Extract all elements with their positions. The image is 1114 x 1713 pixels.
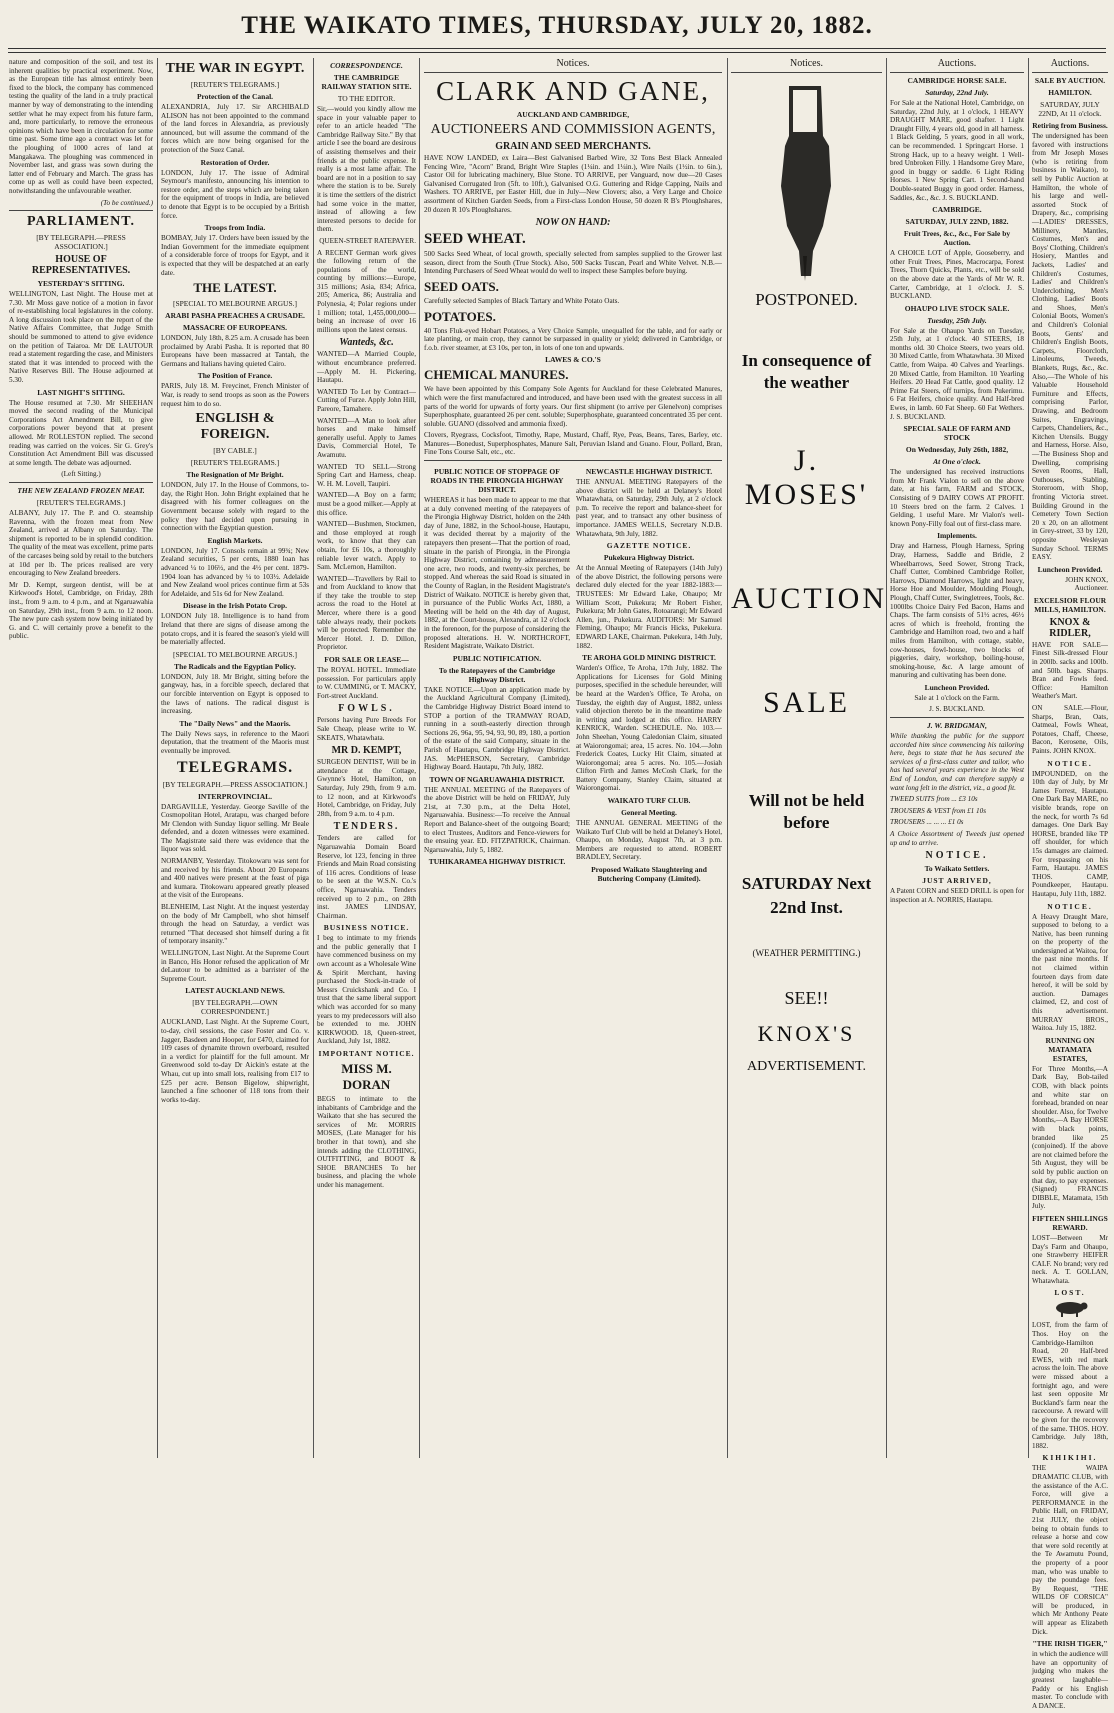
- auction-text: For Sale at the Ohaupo Yards on Tuesday, 25th July, at 1 o'clock. 40 STEERS, 18 months old. 30 Choice Steers, two years old. 30 Mixed Cattle, from Whatawhata. 30 Mixed Cattle, from Waipa. 40 Calves and Yearlings. 20 Mixed Cattle, from Hamilton. 10 Yearling Heifers. 20 Head Fat Cattle, good quality. 12 Prime Fat Steers, off turnips, from Pukerimu. 6 Fat Heifers, choice quality. And Half-bred Ewes, in lamb. 60 Fat Sheep. 60 Fat Wethers. J. S. BUCKLAND.: [890, 326, 1024, 421]
- classified-ad: WANTED—Travellers by Rail to and from Auckland to know that if they take the trouble to step across the road to the Hotel at Mercer, where there is a good table always ready, their pockets will be protected. Remember the Mercer Hotel. J. D. Dillon, Proprietor.: [317, 574, 416, 652]
- column-4: [424, 58, 722, 885]
- column-divider: [727, 58, 728, 1458]
- subsection-heading: Restoration of Order.: [200, 157, 270, 167]
- notice-heading: WAIKATO TURF CLUB.: [607, 796, 691, 806]
- article-text: LONDON, July 17. Consols remain at 99¾; New Zealand securities, 5 per cents, 1880 loan has advanced ¼ to 106½, and the 4½ per cent. 1879-1904 loan has advanced by ¼ to 103½. Adelaide and New Zealand wool prices continue firm at 53s for Adelaide, and 51s 6d for New Zealand.: [161, 546, 309, 598]
- divider: [1032, 72, 1108, 73]
- ad-text: HAVE NOW LANDED, ex Laira—Best Galvanised Barbed Wire, 32 Tons Best Black Annealed Fencing Wire, "Acorn" Brand, Bright Wire Staples (1¼in. and 1¼in.), Wire Nails (1½in. to 6in.), Castor Oil for lubricating machinery, Blue Stone. TO ARRIVE, per Vanguard, now due—20 Cases Galvanised Corrugated Iron (5ft. to 10ft.), Galvanised O.G. Guttering and Ridge Capping, Nails and Washers. TO ARRIVE, per Easter Hill, due in July—New Clovers; also, a Very Large and Choice assortment of Kitchen Garden Seeds, from a First-class London House, 50 dozen R B's Ploughshares, 20 dozen R 10's Ploughshares.: [424, 154, 722, 214]
- sale-word: SALE: [763, 686, 850, 719]
- column-divider: [157, 58, 158, 1458]
- article-text: BLENHEIM, Last Night. At the inquest yesterday on the body of Mr Campbell, who shot himself through the head on Saturday, a verdict was returned "That deceased shot himself during a fit of temporary insanity.": [161, 903, 309, 946]
- article-text: LONDON July 18. Intelligence is to hand from Ireland that there are signs of disease among the potato crops, and it is feared the season's yield will be materially affected.: [161, 612, 309, 647]
- section-label: Auctions.: [937, 58, 977, 69]
- notice-subheading: Pukekura Highway District.: [603, 553, 695, 563]
- notice-text: THE ANNUAL MEETING of the Ratepayers of the above District will be held on FRIDAY, July 21st, at 7.30 p.m., at the Delta Hotel, Ngaruawahia. Business:—To receive the Annual Report and Balance-sheet of the outgoing Board; to elect Trustees, Auditors and Fence-viewers for the ensuing year. ED. FITZPATRICK, Chairman. Ngaruawahia, July 5, 1882.: [424, 785, 570, 854]
- ad-text: 40 Tons Fluk-eyed Hobart Potatoes, a Very Choice Sample, unequalled for the table, and for early or late planting, or main crop, they cannot be surpassed in quality or yield; delivered in Cambridge, or f.o.b. river steamer, at £3 10s, per ton, in lots of one ton and upwards.: [424, 326, 722, 352]
- notice-text: LOST, from the farm of Thos. Hoy on the Cambridge-Hamilton Road, 20 Half-bred EWES, with red mark across the loin. The above were missed about a fortnight ago, and were last seen opposite Mr Buckland's farm near the racecourse. A reward will be given for the recovery of the same. THOS. HOY. Cambridge. July 18th, 1882.: [1032, 1321, 1108, 1450]
- postponed-text: POSTPONED.: [755, 290, 858, 309]
- column-divider: [313, 58, 314, 1458]
- notice-heading: TOWN OF NGARUAWAHIA DISTRICT.: [429, 774, 565, 784]
- subsection-heading: LATEST AUCKLAND NEWS.: [185, 986, 285, 996]
- letter-address: TO THE EDITOR.: [337, 94, 396, 103]
- classified-ad: WANTED—A Boy on a farm; must be a good milker.—Apply at this office.: [317, 491, 416, 517]
- article-text: LONDON, July 17. In the House of Commons, to-day, the Right Hon. John Bright explained that he disagreed with his former colleagues on the Government because solely with regard to the policy they had decided upon pursuing in connection with the Egyptian question.: [161, 481, 309, 533]
- notice-subheading: General Meeting.: [621, 808, 677, 818]
- article-text: NORMANBY, Yesterday. Titokowaru was sent for and received by his friends. About 20 Europeans and 400 natives were present at the feast of piga and kumara. Titokowaru appeared greatly pleased at the visit of the Europeans.: [161, 857, 309, 900]
- column-5-poster: [731, 58, 887, 1075]
- subsection-heading: LAST NIGHT'S SITTING.: [37, 387, 125, 397]
- notice-text: LOST—Between Mr Day's Farm and Ohaupo, one Strawberry HEIFER CALF. No brand; very red neck. A. T. GOLLAN, Whatawhata.: [1032, 1233, 1108, 1285]
- subsection-heading: THE CAMBRIDGE RAILWAY STATION SITE.: [321, 73, 412, 91]
- ad-text: The ROYAL HOTEL. Immediate possession. For particulars apply to W. CUMMING, or T. MACKY, Fort-street Auckland.: [317, 666, 416, 700]
- notice-heading: TE AROHA GOLD MINING DISTRICT.: [582, 653, 716, 663]
- ad-text: A Patent CORN and SEED DRILL is open for inspection at A. NORRIS, Hautapu.: [890, 887, 1024, 904]
- pointing-hand-icon: [731, 76, 882, 286]
- wire-credit: [REUTER'S TELEGRAMS.]: [36, 497, 126, 507]
- notice-heading: GAZETTE NOTICE.: [606, 541, 692, 551]
- article-text: AUCKLAND, Last Night. At the Supreme Court, to-day, civil sessions, the case Foster and Co. v. Jagger, Basdeen and Hooper, for £470, claimed for 109 cases of dynamite thrown overboard, resulted in a verdict for plaintiff for the full amount. Mr Greenwood sold to-day Dr Aickin's estate at the Whau, cut up into small lots, realising from £17 to £25 per acre. Benson Bigelow, shipwright, launched a fine schooner of 118 tons from their works to-day.: [161, 1018, 309, 1104]
- subsection-heading: Troops from India.: [204, 223, 266, 233]
- weather-permitting: (WEATHER PERMITTING.): [752, 948, 861, 958]
- ad-text: A Choice Assortment of Tweeds just opened up and to arrive.: [890, 830, 1024, 847]
- ad-text: We have been appointed by this Company Sole Agents for Auckland for these Celebrated Manures, which were the first manufactured and introduced, and have been used with the greatest success in all parts of the world for upwards of forty years. Our first shipment (to arrive per Glenelvon) comprises Superphosphate, guaranteed 26 per cent. soluble; Superphosphate, guaranteed concentrated 35 per cent. soluble. GUANO (dissolved and ammonia fixed).: [424, 385, 722, 428]
- column-2: [161, 58, 309, 1107]
- notice-text: THE WAIPA DRAMATIC CLUB, with the assistance of the A.C. Force, will give a PERFORMANCE in the Public Hall, on FRIDAY, 21st JULY, the object being to obtain funds to release a horse and cow that were sold recently at the Te Awamutu Pound, the property of a poor man, who was unable to pay the poundage fees. By Request, "THE WILDS OF CORSICA" will be produced, in which Mr Anthony Peate will appear as Elizabeth Dick.: [1032, 1464, 1108, 1636]
- divider: [890, 72, 1024, 73]
- ad-heading: NOTICE.: [1047, 758, 1093, 768]
- wire-credit: [BY CABLE.]: [213, 446, 257, 456]
- auction-date: SATURDAY, JULY 22ND, At 11 o'clock.: [1038, 100, 1102, 118]
- wire-credit: [SPECIAL TO MELBOURNE ARGUS.]: [172, 299, 298, 309]
- moses-name: J. MOSES': [744, 444, 869, 511]
- subsection-heading: HOUSE OF REPRESENTATIVES.: [31, 254, 131, 277]
- ad-heading: RUNNING ON MATAMATA ESTATES,: [1045, 1035, 1095, 1063]
- ad-heading: FIFTEEN SHILLINGS REWARD.: [1032, 1213, 1108, 1232]
- auction-heading: Retiring from Business.: [1032, 121, 1108, 130]
- ad-text: SURGEON DENTIST, Will be in attendance at the Cottage, Gwynne's Hotel, Hamilton, on Saturday, July 29th, from 9 a.m. to 12 noon, and at Kirkwood's Hotel, Cambridge, on Friday, July 28th, from 9 a.m. to 4 p.m.: [317, 758, 416, 818]
- article-text: A RECENT German work gives the following return of the populations of the world, counting by millions:—Europe, 315 millions; Asia, 834; Africa, 205; America, 86; Australia and Polynesia, 4; Polar regions under 1 million; total, 1,455,000,000—being an increase of over 16 millions upon the latest census.: [317, 248, 416, 334]
- luncheon-note: Luncheon Provided.: [1037, 564, 1103, 574]
- notice-subheading: To the Ratepayers of the Cambridge Highway District.: [438, 665, 556, 684]
- notices-right: [576, 464, 722, 885]
- auctioneer-name: JOHN KNOX, Auctioneer.: [1065, 575, 1108, 593]
- article-text: The Daily News says, in reference to the Maori deputation, that the treatment of the Maoris must eventually be improved.: [161, 729, 309, 755]
- subsection-heading: Disease in the Irish Potato Crop.: [182, 601, 288, 611]
- subsection-heading: INTERPROVINCIAL.: [198, 791, 272, 801]
- divider: [9, 210, 153, 211]
- section-heading: ENGLISH & FOREIGN.: [195, 411, 275, 443]
- article-text: LONDON, July 18th, 8.25 a.m. A crusade has been proclaimed by Arabi Pasha. It is reported that 80 Europeans have been massacred at Tantah, the Germans and Italians having quieted Cairo.: [161, 334, 309, 368]
- section-label: Notices.: [556, 58, 590, 69]
- ad-heading: NOW ON HAND:: [535, 217, 611, 229]
- subsection-heading: The Radicals and the Egyptian Policy.: [174, 661, 296, 671]
- auction-text: A CHOICE LOT of Apple, Gooseberry, and other Fruit Trees, Pines, Macrocarpa, Forest Trees, Thorn Quicks, Plants, etc., will be sold on the above date at the Yards of Mr W. R. Carter, Cambridge, at 1 o'clock. J. S. BUCKLAND.: [890, 249, 1024, 301]
- notice-text: THE ANNUAL MEETING Ratepayers of the above district will be held at Delaney's Hotel Whatawhata, on Saturday, 29th July, at 2 o'clock p.m. To receive the report and balance-sheet for past year, and to transact any other business of importance. JAMES WELLS, Secretary N.D.B. Whatawhata, 9th July, 1882.: [576, 478, 722, 538]
- section-heading: PARLIAMENT.: [26, 214, 136, 230]
- masthead: THE WAIKATO TIMES, THURSDAY, JULY 20, 1882.: [241, 12, 873, 39]
- notice-text: Warden's Office, Te Aroha, 17th July, 1882. The Applications for Licenses for Gold Mining purposes, specified in the schedule hereunder, will be heard at the Warden's Office, Te Aroha, on Tuesday, the eighth day of August, 1882, unless valid objection thereto be in the meantime made in writing and lodged at this office. HARRY KENRICK, Warden. SCHEDULE. No. 103.—John Sheehan, Young Caledonian Claim, situated at Waiorongomai; area, 15 acres. No. 104.—John Frederick Coates, Lucky Hit Claim, situated at Waiorongomai; area 5 acres. No. 105.—Josiah Clifton Firth and James McCosh Clark, for the Battery Company, Stanley Claim, situated at Waiorongomai.: [576, 664, 722, 793]
- notice-text: A Heavy Draught Mare, supposed to belong to a Native, has been running on the property of the undersigned at Waitoa, for the past nine months. If not claimed within fourteen days from date hereof, it will be sold by auction. Damages claimed, £2, and cost of this advertisement. MURRAY BROS., Waitoa. July 15, 1882.: [1032, 912, 1108, 1033]
- divider: [731, 72, 882, 73]
- auction-text: The undersigned has received instructions from Mr Frank Vialon to sell on the above date, at his farm, FARM and STOCK, Consisting of 9 DAIRY COWS AT PROFIT. 10 Steers bred on the farm. 2 Calves. 1 Gelding, 1 useful Mare. Mr Vialon's well-known Pony-Filly foal out of first-class mare.: [890, 468, 1024, 528]
- notice-text: IMPOUNDED, on the 10th day of July, by Mr James Forrest, Hautapu. One Dark Bay MARE, no visible brands, rope on the neck, for worth 7s 6d damages. One Dark Bay HORSE, branded like TP off shoulder, for which 15s damages are claimed. For trespassing on his Farm, Hautapu. JAMES THOS. CAMP, Poundkeeper, Hautapu. Hautapu, July 11th, 1882.: [1032, 769, 1108, 898]
- auction-heading: SALE BY AUCTION.: [1034, 76, 1106, 85]
- classified-ad: WANTED TO SELL—Strong Spring Cart and Harness, cheap. W. H. M. Lovell, Taupiri.: [317, 462, 416, 488]
- auction-heading: CAMBRIDGE HORSE SALE.: [907, 76, 1007, 85]
- auction-word: AUCTION: [731, 582, 887, 615]
- notice-text: TAKE NOTICE.—Upon an application made by the Auckland Agricultural Company (Limited), the Cambridge Highway District Board intend to STOP a portion of the TRAMWAY ROAD, running in a south-easterly direction through Sections 26, 96a, 95, 94, 93, 90, 89, 180, a portion of the estate of the said Company, situate in the Parish of Hautapu, Cambridge Highway District. JAS. McPHERSON, Secretary, Cambridge Highway Board. Hautapu, 7th July, 1882.: [424, 685, 570, 772]
- article-text: WELLINGTON, Last Night. At the Supreme Court in Banco, His Honor refused the application of Mr deLautour to be admitted as a barrister of the Supreme Court.: [161, 949, 309, 983]
- ad-heading: CHEMICAL MANURES.: [424, 367, 569, 383]
- not-held-text: Will not be held before: [748, 791, 865, 832]
- wire-credit: [BY TELEGRAPH.—PRESS ASSOCIATION.]: [162, 779, 308, 789]
- auction-date: Tuesday, 25th July.: [927, 315, 987, 325]
- auction-heading: HAMILTON.: [1048, 88, 1092, 97]
- section-heading: THE LATEST.: [193, 280, 277, 296]
- ad-text: HAVE FOR SALE—Finest Silk-dressed Flour in 200lb. sacks and 100lb. and 50lb. bags. Sharps. Bran and Fowls feed. Office: Hamilton Weather's Mart.: [1032, 640, 1108, 701]
- auction-subheading: Implements.: [937, 531, 977, 541]
- letter-text: Sir,—would you kindly allow me space in your valuable paper to refer to an article headed "The Cambridge Railway Site." By that article I see the board are desirous of assisting themselves and their friends at the public expense. It really is a most lame affair. The board are not in a position to say where the station is to be. Surely it is time the settlers of the district had some voice in the matter, instead of allowing a few interested persons to decide for them.: [317, 105, 416, 234]
- ad-heading: NOTICE.: [1047, 901, 1093, 911]
- notice-text: THE ANNUAL GENERAL MEETING of the Waikato Turf Club will be held at Delaney's Hotel, Ohaupo, on Monday, August 7th, at 3 p.m. Members are requested to attend. ROBERT BRADLEY, Secretary.: [576, 819, 722, 862]
- sheep-icon: [1032, 1299, 1108, 1321]
- notices-two-column: [424, 464, 722, 885]
- column-3: [317, 58, 416, 1193]
- article-text: PARIS, July 18. M. Freycinet, French Minister of War, is ready to send troops as soon as the Powers request him to do so.: [161, 382, 309, 408]
- subsection-heading: The "Daily News" and the Maoris.: [179, 718, 291, 728]
- clark-gane-heading: CLARK AND GANE,: [436, 76, 710, 106]
- masthead-rule: [8, 48, 1106, 49]
- article-text: ALEXANDRIA, July 17. Sir ARCHIBALD ALISON has not been appointed to the command of the land forces in Alexandria, as previously announced, but will assume the command of the forces which are now being organised for the protection of the Suez Canal.: [161, 103, 309, 154]
- section-label: Auctions.: [1050, 58, 1090, 69]
- subsection-heading: The Resignation of Mr Bright.: [186, 470, 284, 480]
- masthead-rule-lower: [8, 52, 1106, 53]
- divider: [424, 72, 722, 73]
- ad-text: Carefully selected Samples of Black Tartary and White Potato Oats.: [424, 296, 620, 305]
- auction-text: Dray and Harness, Plough Harness, Spring Dray, Harness, Saddle and Bridle, 2 Wheelbarrows, Seed Sower, Strong Track, Chaff Cutter, Combined Cambridge Roller, Harrows, Diamond Harrows, light and heavy, Horse Hoe and Moulder, Moulding Plough, Plough, Chaff Cutter, Swingletrees, Tools, &c. 1000lbs Choice Dairy Fed Bacon, Hams and Chaps. The farm consists of 51½ acres, 46½ acres of which is freehold, fronting the Cambridge and Hamilton road, two and a half miles from Hamilton, with cottage, stable, cow-houses, fowl-house, two blocks of piggeries, dairy, workshop, boiling-house, smoking-house, &c. A large amount of manuring and cultivating has been done.: [890, 542, 1024, 680]
- ad-text: ON SALE.—Flour, Sharps, Bran, Oats, Oatmeal, Fowls Wheat, Potatoes, Chaff, Cheese, Bacon, Kerosene, Oils, Paints. JOHN KNOX.: [1032, 704, 1108, 755]
- column-6: [890, 58, 1024, 907]
- luncheon-note: Luncheon Provided.: [924, 682, 990, 692]
- ad-heading: NOTICE.: [925, 850, 989, 862]
- notice-heading: PUBLIC NOTIFICATION.: [452, 653, 542, 663]
- ad-subheading: AUCKLAND AND CAMBRIDGE,: [516, 110, 630, 119]
- section-label: Notices.: [789, 58, 824, 69]
- ad-heading: FOWLS.: [338, 703, 395, 715]
- auction-text: The undersigned has been favored with instructions from Mr Joseph Moses (who is retiring from business in Waikato), to sell by Public Auction at Hamilton, the whole of his large and well-assorted Stock of Drapery, &c., comprising—LADIES' DRESSES, Millinery, Mantles, Costumes, Men's and Boys' Clothing, Children's Hosiery, Mantles and Jackets, Ladies' and Children's Costumes, Ladies' and Children's Underclothing, Men's Clothing, Ladies' Boots and Shoes, Men's Colonial Boots, Women's and Children's Colonial Boots, Gents' and Children's English Boots, Carpets, Floorcloth, Linoleums, Tweeds, Blankets, Rugs, &c., &c. Also,—The Whole of his Valuable Household Furniture and Effects, comprising Parlor, Drawing, and Bedroom Suites, Engravings, Carpets, Chandeliers, &c., Kitchen Utensils. Buggy and Harness, Horse. Also,—The Business Shop and Dwelling, comprising Seven Rooms, Hall, Outhouses, Stabling, Storeroom, with Shop, fronting Victoria street. Building Ground in the Cemetery Town Section 20 x 20, on an allotment in Grey-street, 33 by 120, opposite Wesleyan Sunday School. TERMS EASY.: [1032, 132, 1108, 562]
- article-text: DARGAVILLE, Yesterday. George Saville of the Cosmopolitan Hotel, Aratapu, was charged before Mr Clendon with Sunday liquor selling. Mr Beale defended, and a dozen witnesses were examined. The Magistrate said there was evidence that the liquor was sold.: [161, 802, 309, 854]
- ad-heading: MISS M. DORAN: [341, 1061, 392, 1092]
- ad-heading: POTATOES.: [424, 308, 496, 324]
- notice-heading: Proposed Waikato Slaughtering and Butchering Company (Limited).: [591, 865, 707, 884]
- article-text: LONDON, July 17. The issue of Admiral Seymour's manifesto, announcing his intention to restore order, and the steps which are being taken for the equipment of troops in India, are believed to denote that Egypt is to be occupied by a British force.: [161, 168, 309, 220]
- divider: [9, 482, 153, 483]
- wire-credit: [BY TELEGRAPH.—OWN CORRESPONDENT.]: [192, 998, 278, 1017]
- ad-heading: BUSINESS NOTICE.: [323, 923, 410, 933]
- section-heading: THE WAR IN EGYPT.: [165, 61, 305, 76]
- see-text: SEE!!: [784, 988, 829, 1008]
- auction-heading: SPECIAL SALE OF FARM AND STOCK: [903, 424, 1011, 443]
- auction-heading: Fruit Trees, &c., &c., For Sale by Auction.: [903, 229, 1011, 248]
- price-line: TWEED SUITS from ... £3 10s: [890, 795, 978, 804]
- section-heading: THE NEW ZEALAND FROZEN MEAT.: [17, 485, 145, 495]
- subsection-heading: English Markets.: [207, 535, 263, 545]
- notice-text: For Three Months,—A Dark Bay, Bob-tailed COB, with black points and white star on forehead, branded on near shoulder. Also, for Twelve Months,—A Bay HORSE with black points, branded like 25 (conjoined). If the above are not claimed before the 5th August, they will be sold by public auction on that day, to pay expenses. (Signed) FRANCIS DIBBLE, Matamata, 15th July.: [1032, 1064, 1108, 1211]
- ad-heading: AUCTIONEERS AND COMMISSION AGENTS,: [430, 122, 716, 137]
- classified-ad: WANTED—A Man to look after horses and make himself generally useful. Apply to James Davis, Commercial Hotel, Te Awamutu.: [317, 416, 416, 459]
- ad-heading: SEED OATS.: [424, 278, 499, 294]
- article-text: ALBANY, July 17. The P. and O. steamship Ravenna, with the frozen meat from New Zealand, arrived at Albany on Saturday. The shipment is reported to be in splendid condition. The quality of the meat was excellent, prime parts of the carcases being sold by retail to the butchers at 10d per lb. The prices realised are very encouraging to New Zealand breeders.: [9, 508, 153, 578]
- ad-subheading: To Waikato Settlers.: [924, 864, 990, 874]
- divider: [890, 717, 1024, 718]
- column-divider: [1028, 58, 1029, 1458]
- ad-subheading: JUST ARRIVED,: [922, 876, 992, 886]
- ad-heading: SEED WHEAT.: [424, 231, 526, 248]
- ad-text: Clovers, Ryegrass, Cocksfoot, Timothy, Rape, Mustard, Chaff, Rye, Peas, Beans, Tares, Barley, etc. Manures—Bonedust, Superphosphates, Manure Salt, Peruvian Island and Guano. Flour, Pollard, Bran, Fine Tons Course Salt, etc., etc.: [424, 431, 722, 457]
- ad-heading: EXCELSIOR FLOUR MILLS, HAMILTON.: [1033, 595, 1107, 614]
- ad-text: I beg to intimate to my friends and the public generally that I have commenced business on my own account as a Wholesale Wine & Spirit Merchant, having purchased the Stock-in-trade of Messrs Cruickshank and Co. I trust that the same liberal support which was accorded for so many years to my predecessors will also be extended to me. JOHN KIRKWOOD. 18, Queen-street, Auckland, July 1st, 1882.: [317, 934, 416, 1046]
- notice-text: WHEREAS it has been made to appear to me that at a duly convened meeting of the ratepayers of the Pirongia Highway District, holden on the 24th day of June, 1882, in the School-house, Hautapu, it was decided thereat by a majority of the ratepayers then present—That the portion of road, situate in the parish of Pirongia, in the Pirongia Highway District, containing by admeasurement one acre, two roods, and twenty-six perches, be stopped. And whereas the said Road is situated in the County of Raglan, in the Resident Magistrate's District of Waikato. NOTICE is hereby given that, in pursuance of the Public Works Act, 1880, a Meeting will be held on the 4th day of August, 1882, at the Court-house, Alexandra, at 12 o'clock in the forenoon, for the purpose of considering the proposed alterations. H. W. NORTHCROFT, Resident Magistrate, Waikato District.: [424, 496, 570, 651]
- notice-text: At the Annual Meeting of Ratepayers (14th July) of the above District, the following persons were declared duly elected for the year 1882-1883:—TRUSTEES: Mr Edward Lake, Ohaupo; Mr William Scott, Pukekura; Mr Robert Fisher, Pukekura; Mr John Gates, Rotoarangi; Mr Edward Allen, jun., Pukekura. AUDITORS: Mr Samuel Fleming, Ohaupo; Mr Francis Hicks, Pukekura. EDWARD LAKE, Chairman. Pukekura, 14th July, 1882.: [576, 564, 722, 650]
- ad-text: 500 Sacks Seed Wheat, of local growth, specially selected from samples supplied to the Grower last season, direct from the South (True Stock). Also, 500 Sacks Tuscan, Pearl and White Velvet. N.B.—Intending Purchasers of Seed Wheat would do well to inspect these Samples before buying.: [424, 250, 722, 276]
- ad-text: Tenders are called for Ngaruawahia Domain Board Reserve, lot 123, fencing in three Friends and Main Road consisting of 116 acres. Conditions of lease to be seen at the W.S.N. Co.'s office, Ngaruawahia. Tenders received up to 2 p.m., on 28th inst. JAMES LINDSAY, Chairman.: [317, 834, 416, 920]
- article-note: (Left Sitting.): [61, 470, 101, 479]
- article-text: WELLINGTON, Last Night. The House met at 7.30. Mr Moss gave notice of a motion in favor of re-establishing local legislatures in the colony. A long discussion took place on the report of the Native Affairs Committee, that Judge Smith should be summoned to attend to give evidence on the petition of Taiaroa. Mr DE LAUTOUR read a statement regarding the case, and Ministers stated that it was intended to proceed with the Native Reserves Bill. The House adjourned at 5.30.: [9, 290, 153, 385]
- subsection-heading: ARABI PASHA PREACHES A CRUSADE.: [165, 311, 305, 321]
- article-text: BOMBAY, July 17. Orders have been issued by the Indian Government for the immediate equipment of a considerable force of troops for Egypt, and it is expected that they will be despatched at an early date.: [161, 234, 309, 277]
- subsection-heading: MASSACRE OF EUROPEANS.: [182, 323, 288, 333]
- subsection-heading: YESTERDAY'S SITTING.: [37, 279, 125, 289]
- article-text: The House resumed at 7.30. Mr SHEEHAN moved the second reading of the Municipal Corporations Act Amendment Bill, to give corporations power beyond that at present allowed. Mr ROLLESTON replied. The second reading was carried on the voices. Sir G. Grey's Constitution Act Amendment Bill was discussed at some length. The debate was adjourned.: [9, 398, 153, 467]
- notice-heading: NEWCASTLE HIGHWAY DISTRICT.: [585, 467, 713, 477]
- article-text: nature and composition of the soil, and test its inherent qualities by practical experiment. Now, as the European title has almost entirely been fixed to the block, the company has commenced testing the quality of the land in a truly practical manner by way of demonstrating to the intending settler what he may expect from his future farm, and, more particularly, to remove the erroneous opinions which have been in circulation for some time past. Some time ago a contract was let for the ploughing of 1000 acres of land at Mangakawa. The ploughing was commenced in November last, and grass was sown during the latter end of February and March. The grass has come up as well as could have been expected, notwithstanding the unfavourable weather.: [9, 58, 153, 195]
- advertisement-word: ADVERTISEMENT.: [746, 1059, 867, 1074]
- price-line: TROUSERS ... ... ... £1 0s: [890, 818, 964, 827]
- classified-ad: WANTED To Let by Contract—Cutting of Furze. Apply John Hill, Pareore, Tamahere.: [317, 387, 416, 413]
- divider: [424, 460, 722, 461]
- auction-date: On Wednesday, July 26th, 1882,: [905, 445, 1009, 455]
- column-7: [1032, 58, 1108, 1713]
- ad-text: BEGS to intimate to the inhabitants of Cambridge and the Waikato that she has secured the services of Mr. MORRIS MOSES, (Late Manager for his brother in that town), and she intends adding the CLOTHING, OUTFITTING, and BOOT & SHOE BRANCHES To her business, and placing the whole under his management.: [317, 1095, 416, 1189]
- wire-credit: [REUTER'S TELEGRAMS.]: [190, 458, 280, 468]
- ad-heading: LOST.: [1054, 1288, 1086, 1298]
- knox-name: KNOX'S: [757, 1021, 856, 1046]
- section-heading: TELEGRAMS.: [176, 758, 294, 776]
- column-divider: [886, 58, 887, 1458]
- ad-heading: KNOX & RIDLER,: [1049, 616, 1091, 639]
- section-heading: Wanteds, &c.: [339, 337, 394, 349]
- auction-text: For Sale at the National Hotel, Cambridge, on Saturday, 22nd July, at 1 o'clock, 1 HEAVY DRAUGHT MARE, good shafter. 1 Light Draught Filly, 4 years old, good in all harness. 1 Black Gelding, 5 years, good in all work, can be recommended. 1 Springcart Horse. 1 Strong Hack, up to a heavy weight. 1 Well-bred Unbroken Filly. 1 Handsome Grey Mare, good in buggy or saddle. 6 Light Riding Horses. 1 New Spring Cart. 1 Second-hand Double-seated Buggy in good order. Harness, Saddles, &c., &c. J. S. BUCKLAND.: [890, 99, 1024, 202]
- ad-heading: TENDERS.: [333, 821, 400, 833]
- ad-heading: MR D. KEMPT,: [331, 745, 402, 757]
- column-divider: [419, 58, 420, 1458]
- notice-heading: PUBLIC NOTICE OF STOPPAGE OF ROADS IN THE PIRONGIA HIGHWAY DISTRICT.: [430, 467, 564, 495]
- ad-subheading: LAWES & CO.'S: [545, 355, 601, 365]
- price-line: TROUSERS & VEST from £1 10s: [890, 806, 987, 815]
- subsection-heading: The Position of France.: [197, 371, 273, 381]
- date-text: 22nd Inst.: [770, 898, 843, 917]
- article-text: Mr D. Kempt, surgeon dentist, will be at Kirkwood's Hotel, Cambridge, on Friday, 28th inst., from 9 a.m. to 4 p.m., and at Ngaruawahia on Saturday, 29th inst., from 9 a.m. to 12 noon. The new pure cash system now being initiated by G. and C. will certainly prove a benefit to the public.: [9, 580, 153, 641]
- ad-heading: KIHIKIHI.: [1042, 1453, 1098, 1463]
- notice-heading: TUHIKARAMEA HIGHWAY DISTRICT.: [428, 857, 566, 867]
- notice-text: in which the audience will have an opportunity of judging who makes the greatest laughable—Paddy or his English master. To conclude with A DANCE.: [1032, 1650, 1108, 1710]
- letter-signature: QUEEN-STREET RATEPAYER.: [319, 236, 416, 245]
- auction-heading: CAMBRIDGE.: [932, 205, 982, 215]
- ad-heading: J. W. BRIDGMAN,: [927, 721, 987, 731]
- notices-left: [424, 464, 570, 885]
- wire-credit: [BY TELEGRAPH.—PRESS ASSOCIATION.]: [36, 233, 126, 252]
- classified-ad: WANTED—A Married Couple, without encumbrance preferred.—Apply M. H. Pickering, Hautapu.: [317, 350, 416, 385]
- wire-credit: [REUTER'S TELEGRAMS.]: [190, 80, 280, 89]
- article-text: LONDON, July 18. Mr Bright, sitting before the gangway, has, in a forcible speech, declared that our forcible intervention on Egypt is opposed to the laws of nations. The radical disgust is increasing.: [161, 672, 309, 716]
- auction-date: Saturday, 22nd July.: [925, 88, 989, 97]
- auction-heading: OHAUPO LIVE STOCK SALE.: [904, 303, 1010, 313]
- classified-ad: WANTED—Bushmen, Stockmen, and those employed at rough work, to know that they can obtain, for £6 10s, a thoroughly reliable lever watch. Apply to Sam. McLernon, Hamilton.: [317, 520, 416, 572]
- column-1: [9, 58, 153, 644]
- ad-heading: GRAIN AND SEED MERCHANTS.: [495, 141, 651, 152]
- saturday-next: SATURDAY Next: [741, 874, 872, 893]
- auction-time: At One o'clock.: [933, 457, 981, 467]
- ad-heading: IMPORTANT NOTICE.: [318, 1049, 415, 1058]
- ad-heading: FOR SALE OR LEASE—: [324, 655, 409, 665]
- ad-heading: "THE IRISH TIGER,": [1032, 1639, 1108, 1649]
- ad-text: While thanking the public for the support accorded him since commencing his tailoring here, begs to state that he has secured the services of a first-class cutter and tailor, who has had several years experience in the West End of London, and can therefore supply a want long felt in the district, viz., a good fit.: [890, 732, 1024, 792]
- auctioneer-name: J. S. BUCKLAND.: [929, 705, 985, 714]
- subsection-heading: Protection of the Canal.: [196, 92, 274, 101]
- weather-text: In consequence of the weather: [741, 351, 872, 392]
- section-heading: CORRESPONDENCE.: [330, 61, 403, 70]
- wire-credit: [SPECIAL TO MELBOURNE ARGUS.]: [172, 649, 298, 659]
- auction-text: Sale at 1 o'clock on the Farm.: [914, 693, 1000, 702]
- continued-note: (To be continued.): [100, 198, 153, 207]
- ad-text: Persons having Pure Breeds For Sale Cheap, please write to W. SKEATS, Whatawhata.: [317, 716, 416, 742]
- auction-date: SATURDAY, JULY 22ND, 1882.: [905, 217, 1009, 227]
